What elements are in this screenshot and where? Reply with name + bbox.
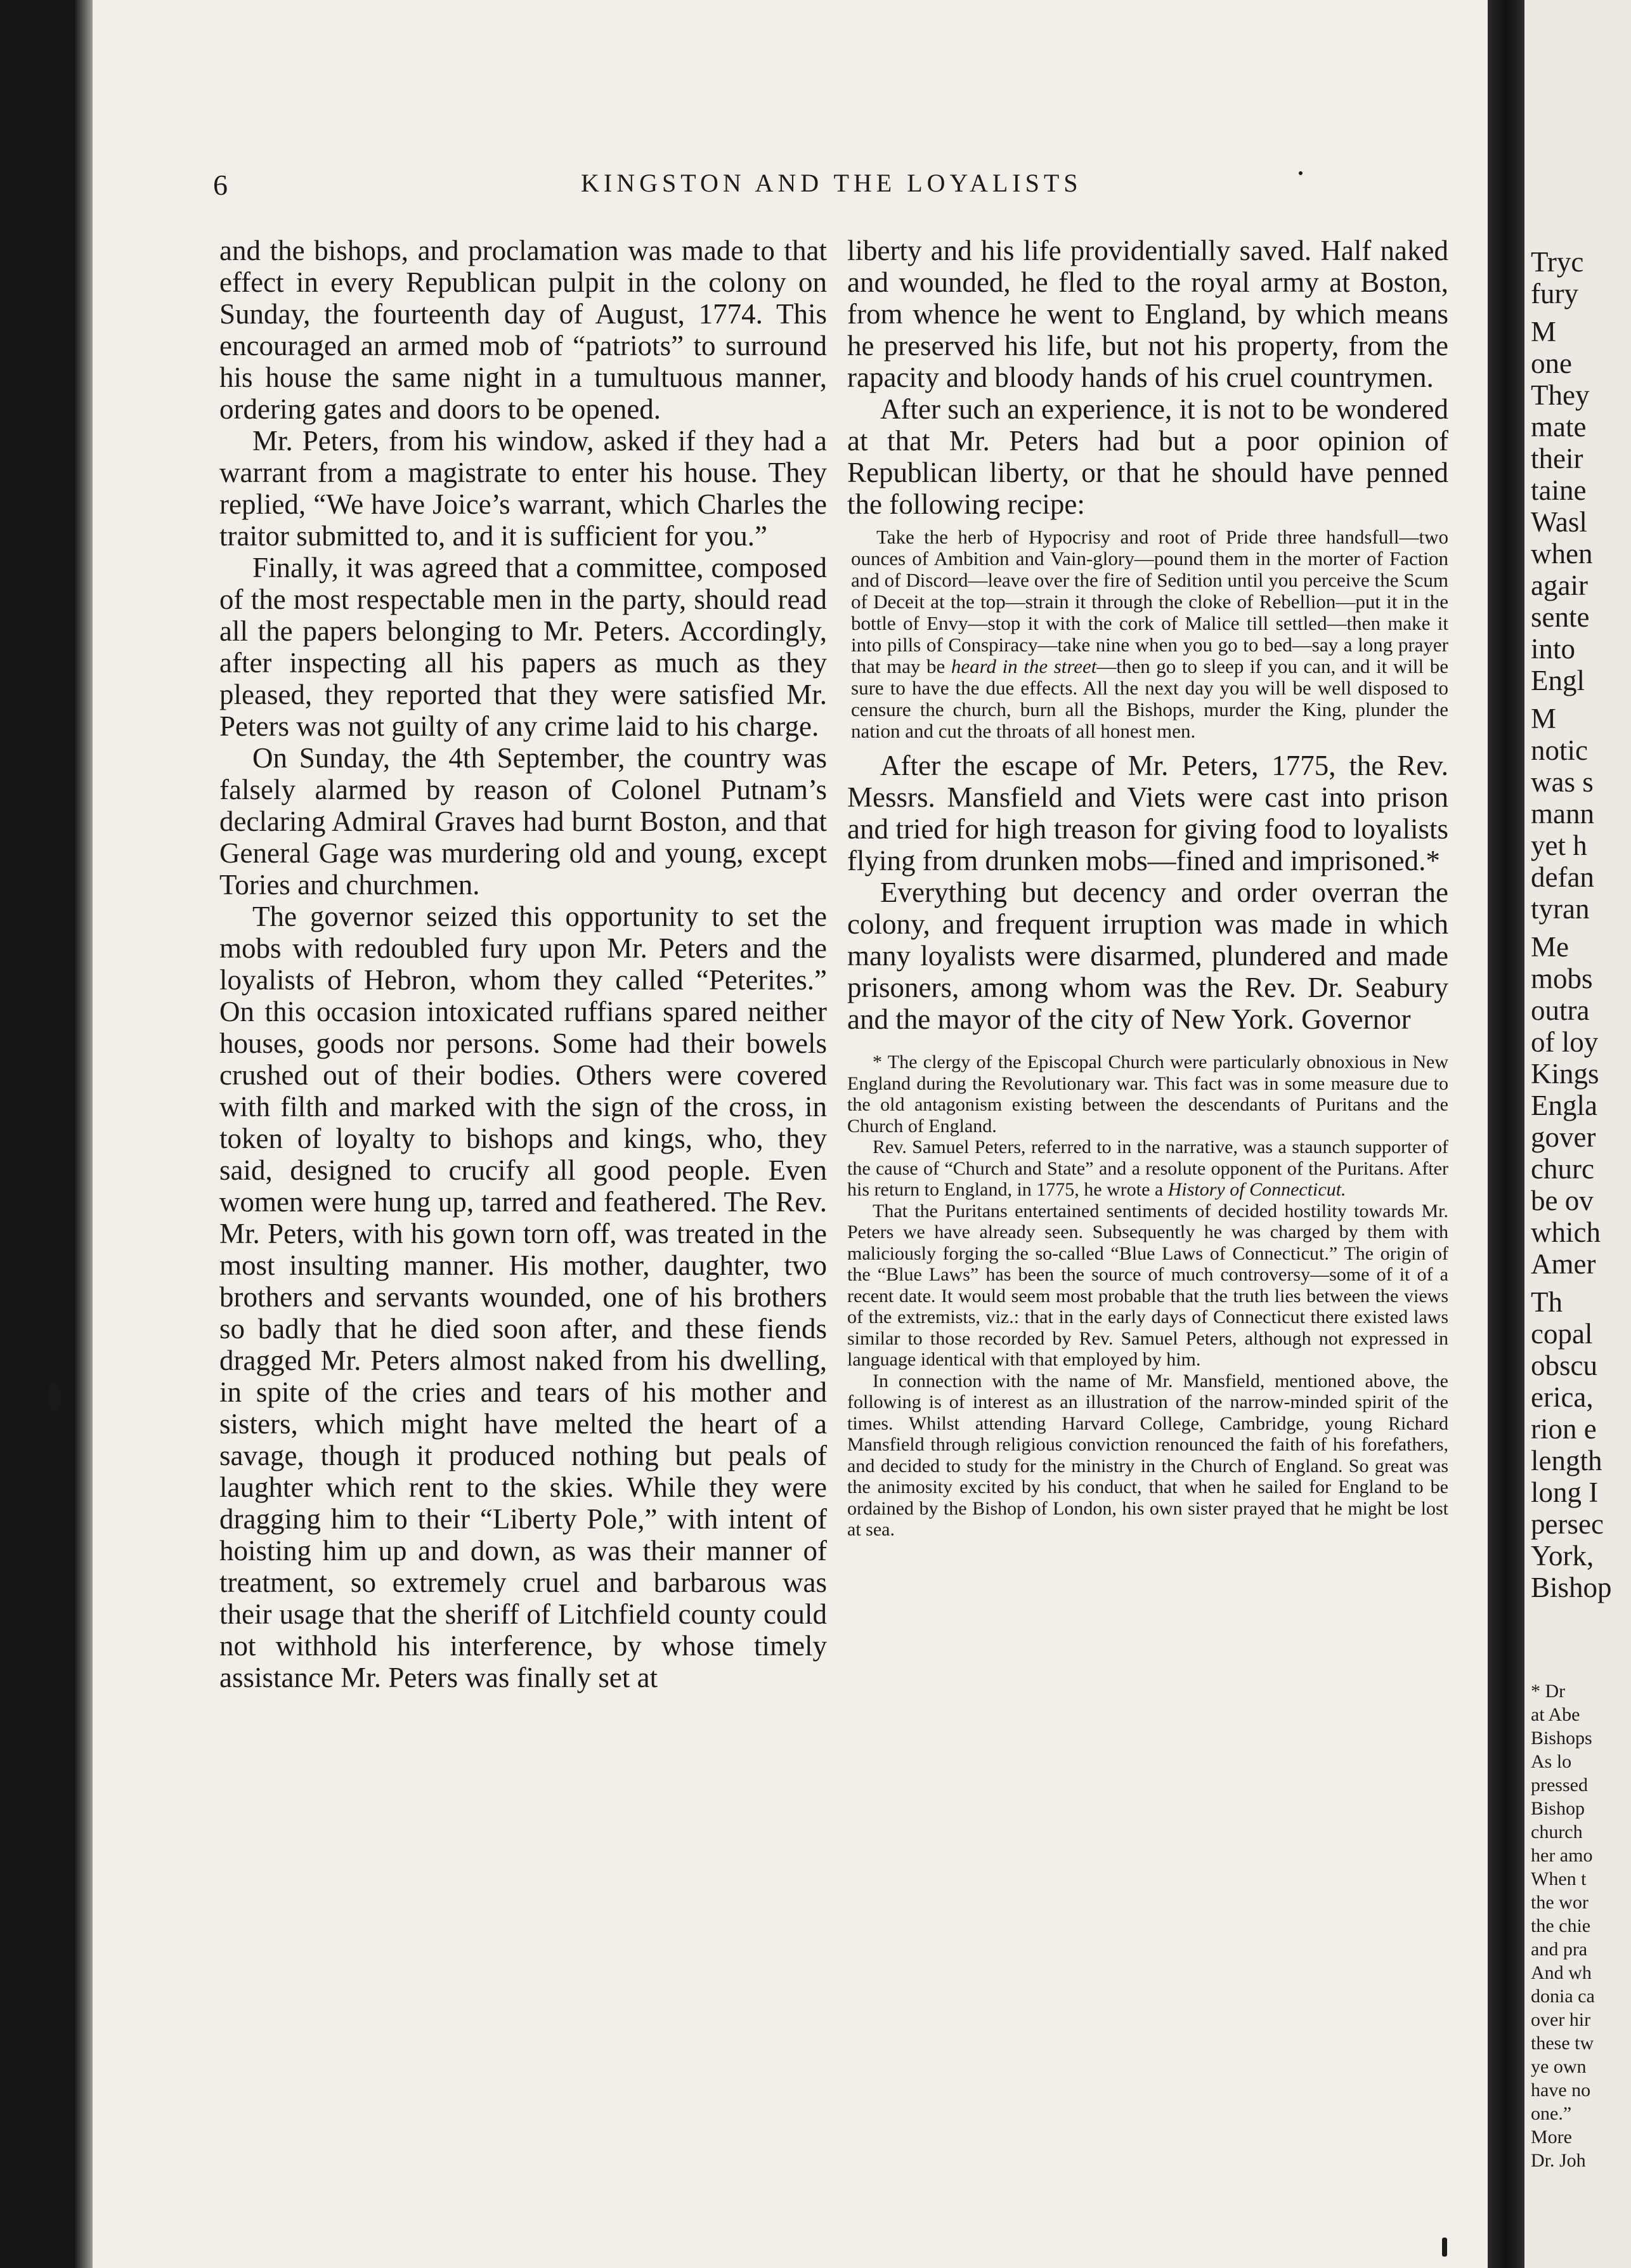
adjacent-page-line: sente <box>1531 601 1590 633</box>
adjacent-page-line: rion e <box>1531 1413 1597 1445</box>
adjacent-page-line: They <box>1531 379 1590 411</box>
adjacent-page-line: length <box>1531 1445 1602 1476</box>
right-column <box>847 235 1448 1541</box>
adjacent-page-line: their <box>1531 443 1583 474</box>
adjacent-page-line: when <box>1531 538 1593 570</box>
adjacent-page-footnote-line: at Abe <box>1531 1704 1580 1725</box>
paragraph: Mr. Peters, from his window, asked if they had a warrant from a magistrate to enter his house. They replied, “We have Joice’s warrant, which Charles the traitor submitted to, and it is sufficient for you.” <box>219 425 827 552</box>
adjacent-page-footnote-line: have no <box>1531 2080 1591 2101</box>
adjacent-page-footnote-line: Bishops <box>1531 1728 1592 1749</box>
adjacent-page-line: Th <box>1531 1286 1563 1318</box>
page-number: 6 <box>213 169 229 201</box>
adjacent-page-line: gover <box>1531 1121 1596 1153</box>
scan-speck <box>1299 171 1303 175</box>
adjacent-page-line: taine <box>1531 474 1587 506</box>
recipe-italic-phrase: heard in the street <box>951 655 1097 677</box>
adjacent-page-line: defan <box>1531 861 1594 893</box>
footnotes <box>847 1052 1448 1541</box>
running-title: KINGSTON AND THE LOYALISTS <box>581 169 1082 197</box>
scan-left-edge <box>0 0 75 2268</box>
paragraph: After the escape of Mr. Peters, 1775, the Rev. Messrs. Mansfield and Viets were cast into prison and tried for high treason for giving food to loyalists flying from drunken mobs—fined and imprisoned.* <box>847 750 1448 877</box>
adjacent-page-footnote-line: As lo <box>1531 1751 1572 1772</box>
adjacent-page-line: copal <box>1531 1318 1593 1350</box>
paragraph: and the bishops, and proclamation was made to that effect in every Republican pulpit in the colony on Sunday, the fourteenth day of August, 1774. This encouraged an armed mob of “patriots” to surround his house the same night in a tumultuous manner, ordering gates and doors to be opened. <box>219 235 827 425</box>
adjacent-page-footnote-line: Bishop <box>1531 1798 1585 1819</box>
adjacent-page-footnote-line: donia ca <box>1531 1986 1595 2007</box>
adjacent-page-line: Me <box>1531 931 1569 963</box>
adjacent-page-line: Amer <box>1531 1248 1596 1280</box>
paragraph: On Sunday, the 4th September, the country was falsely alarmed by reason of Colonel Putnam’s declaring Admiral Graves had burnt Boston, and that General Gage was murdering old and young, except Tories and churchmen. <box>219 742 827 901</box>
adjacent-page-line: yet h <box>1531 830 1587 861</box>
adjacent-page-footnote-line: ye own <box>1531 2056 1587 2077</box>
scan-speck <box>1442 2238 1447 2257</box>
paragraph: Finally, it was agreed that a committee, composed of the most respectable men in the party, should read all the papers belonging to Mr. Peters. Accordingly, after inspecting all his papers as much as they pleased, they reported that they were satisfied Mr. Peters was not guilty of any crime laid to his charge. <box>219 552 827 742</box>
adjacent-page-footnote-line: Dr. Joh <box>1531 2150 1586 2171</box>
adjacent-page-line: one <box>1531 348 1572 379</box>
adjacent-page-line: Engl <box>1531 665 1585 696</box>
paragraph: After such an experience, it is not to be wondered at that Mr. Peters had but a poor opinion of Republican liberty, or that he should have penned the following recipe: <box>847 393 1448 520</box>
adjacent-page-footnote-line: When t <box>1531 1868 1587 1889</box>
adjacent-page-line: mobs <box>1531 963 1593 994</box>
adjacent-page-line: mate <box>1531 411 1587 443</box>
adjacent-page-footnote-line: church <box>1531 1822 1583 1842</box>
paragraph: liberty and his life providentially saved. Half naked and wounded, he fled to the royal army at Boston, from whence he went to England, by which means he preserved his life, but not his property, from the rapacity and bloody hands of his cruel countrymen. <box>847 235 1448 393</box>
adjacent-page-line: Bishop <box>1531 1572 1612 1603</box>
adjacent-page-footnote-line: these tw <box>1531 2033 1594 2054</box>
adjacent-page-line: outra <box>1531 994 1590 1026</box>
adjacent-page-footnote-line: the wor <box>1531 1892 1589 1913</box>
adjacent-page-line: Tryc <box>1531 246 1584 278</box>
adjacent-page-footnote-line: More <box>1531 2127 1572 2147</box>
footnote-book-title: History of Connecticut. <box>1167 1179 1346 1200</box>
adjacent-page-line: Kings <box>1531 1058 1599 1090</box>
adjacent-page-footnote-line: And wh <box>1531 1962 1592 1983</box>
adjacent-page-footnote-line: one.” <box>1531 2103 1572 2124</box>
adjacent-page-line: notic <box>1531 734 1588 766</box>
recipe-text-part: —then go to sleep if you can, and it will be sure to have the due effects. All the next day you will be well disposed to censure the church, burn all the Bishops, murder the King, plunder the nation and cut the throats of all honest men. <box>851 655 1448 742</box>
adjacent-page-line: York, <box>1531 1540 1594 1572</box>
adjacent-page-line: tyran <box>1531 893 1590 925</box>
adjacent-page-line: be ov <box>1531 1185 1594 1216</box>
footnote <box>847 1137 1448 1201</box>
adjacent-page-line: mann <box>1531 798 1594 830</box>
adjacent-page-line: of loy <box>1531 1026 1599 1058</box>
recipe-text <box>851 526 1448 742</box>
adjacent-page-footnote-line: and pra <box>1531 1939 1588 1960</box>
recipe-text-part: Take the herb of Hypocrisy and root of Pride three handsfull—two ounces of Ambition and Vain-glory—pound them in the morter of Faction and of Discord—leave over the fire of Sedition until you perceive the Scum of Deceit at the top—strain it through the cloke of Rebellion—put it in the bottle of Envy—stop it with the cork of Malice till settled—then make it into pills of Conspiracy—take nine when you go to bed—say a long prayer that may be <box>851 526 1448 677</box>
book-gutter <box>1488 0 1524 2268</box>
adjacent-page-line: long I <box>1531 1476 1599 1508</box>
footnote-text-part: Rev. Samuel Peters, referred to in the narrative, was a staunch supporter of the cause of “Church and State” and a resolute opponent of the Puritans. After his return to England, in 1775, he wrote a <box>847 1137 1448 1200</box>
adjacent-page-line: churc <box>1531 1153 1594 1185</box>
adjacent-page-line: M <box>1531 703 1557 734</box>
adjacent-page-footnote-line: over hir <box>1531 2009 1591 2030</box>
recipe-block <box>847 526 1448 742</box>
adjacent-page-line: persec <box>1531 1508 1604 1540</box>
adjacent-page-footnote-line: * Dr <box>1531 1681 1566 1702</box>
page-edge-shadow <box>75 0 93 2268</box>
adjacent-page-line: which <box>1531 1216 1601 1248</box>
adjacent-page-line: Wasl <box>1531 506 1587 538</box>
adjacent-page-line: erica, <box>1531 1381 1594 1413</box>
adjacent-page-line: into <box>1531 633 1576 665</box>
paragraph: The governor seized this opportunity to set the mobs with redoubled fury upon Mr. Peters and the loyalists of Hebron, whom they called “Peterites.” On this occasion intoxicated ruffians spared neither houses, goods nor persons. Some had their bowels crushed out of their bodies. Others were covered with filth and marked with the sign of the cross, in token of loyalty to bishops and kings, who, they said, designed to crucify all good people. Even women were hung up, tarred and feathered. The Rev. Mr. Peters, with his gown torn off, was treated in the most insulting manner. His mother, daughter, two brothers and servants wounded, one of his brothers so badly that he died soon after, and these fiends dragged Mr. Peters almost naked from his dwelling, in spite of the cries and tears of his mother and sisters, which might have melted the heart of a savage, though it produced nothing but peals of laughter which rent to the skies. While they were dragging him to their “Liberty Pole,” with intent of hoisting him up and down, as was their manner of treatment, so extremely cruel and barbarous was their usage that the sheriff of Litchfield county could not withhold his interference, by whose timely assistance Mr. Peters was finally set at <box>219 901 827 1693</box>
adjacent-page-line: fury <box>1531 278 1578 310</box>
paragraph: Everything but decency and order overran the colony, and frequent irruption was made in which many loyalists were disarmed, plundered and made prisoners, among whom was the Rev. Dr. Seabury and the mayor of the city of New York. Governor <box>847 877 1448 1035</box>
adjacent-page-footnote-line: her amo <box>1531 1845 1593 1866</box>
footnote: That the Puritans entertained sentiments of decided hostility towards Mr. Peters we have already seen. Subsequently he was charged by them with maliciously forging the so-called “Blue Laws of Connecticut.” The origin of the “Blue Laws” has been the source of much controversy—some of it of a recent date. It would seem most probable that the truth lies between the views of the extremists, viz.: that in the early days of Connecticut there existed laws similar to those recorded by Rev. Samuel Peters, although not expressed in language identical with that employed by him. <box>847 1200 1448 1370</box>
adjacent-page-footnote-line: the chie <box>1531 1915 1591 1936</box>
adjacent-page-line: M <box>1531 316 1557 348</box>
footnote: * The clergy of the Episcopal Church were particularly obnoxious in New England during the Revolutionary war. This fact was in some measure due to the old antagonism existing between the descendants of Puritans and the Church of England. <box>847 1052 1448 1137</box>
scan-speck <box>48 1383 61 1412</box>
footnote: In connection with the name of Mr. Mansfield, mentioned above, the following is of interest as an illustration of the narrow-minded spirit of the times. Whilst attending Harvard College, Cambridge, young Richard Mansfield through religious conviction renounced the faith of his forefathers, and decided to study for the ministry in the Church of England. So great was the animosity excited by his conduct, that when he sailed for England to be ordained by the Bishop of London, his own sister prayed that he might be lost at sea. <box>847 1370 1448 1540</box>
adjacent-page-line: Engla <box>1531 1090 1597 1121</box>
adjacent-page-line: was s <box>1531 766 1594 798</box>
left-column <box>219 235 827 1693</box>
adjacent-page-line: obscu <box>1531 1350 1597 1381</box>
adjacent-page-line: agair <box>1531 570 1588 601</box>
adjacent-page-footnote-line: pressed <box>1531 1775 1588 1796</box>
